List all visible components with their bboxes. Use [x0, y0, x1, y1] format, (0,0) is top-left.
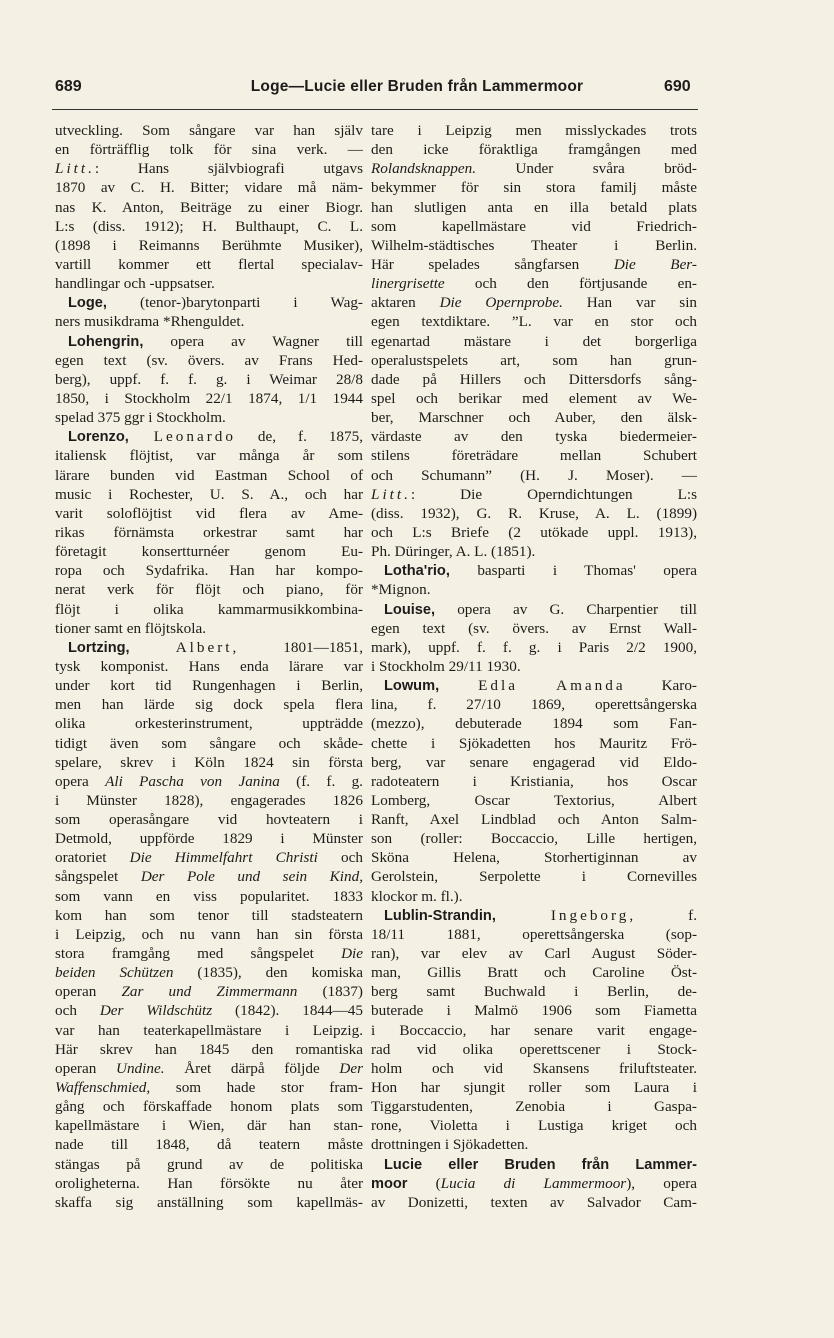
- text-segment: Albert,: [129, 638, 240, 656]
- text-segment: var han teaterkapellmästare i Leipzig.: [55, 1021, 363, 1039]
- text-segment: Edla Amanda: [439, 677, 626, 695]
- text-line: [55, 676, 363, 695]
- text-segment: kapellmästare i Wien, där han stan-: [55, 1117, 363, 1135]
- text-line: [371, 255, 697, 274]
- entry-headword: Lorenzo,: [68, 429, 129, 446]
- text-segment: egen textdiktare. ”L. var en stor och: [371, 313, 697, 331]
- text-line: [371, 140, 697, 159]
- text-line: [55, 1135, 363, 1154]
- entry-start-line: [371, 906, 697, 925]
- italic-title: Undine.: [116, 1059, 165, 1077]
- text-line: [55, 867, 363, 886]
- text-line: [371, 1040, 697, 1059]
- text-line: [55, 1040, 363, 1059]
- text-line: [55, 906, 363, 925]
- entry-headword: Lucie eller Bruden från Lammer-: [384, 1156, 697, 1173]
- text-segment: aktaren: [371, 294, 440, 312]
- text-segment: de, f. 1875,: [235, 428, 363, 446]
- text-line: [371, 1116, 697, 1135]
- entry-headword: moor: [371, 1175, 408, 1192]
- text-segment: berg samt Buchwald i Berlin, de-: [371, 983, 697, 1001]
- text-segment: spel och berikar med element av We-: [371, 389, 697, 407]
- text-segment: mark), uppf. f. f. g. i Paris 2/2 1900,: [371, 638, 697, 656]
- text-line: [371, 867, 697, 886]
- text-segment: L:s (diss. 1912); H. Bulthaupt, C. L.: [55, 217, 363, 235]
- text-segment: som hade stor fram-: [150, 1079, 363, 1097]
- text-line: [371, 466, 697, 485]
- text-line: [371, 542, 697, 561]
- text-segment: olika orkesterinstrument, uppträdde: [55, 715, 363, 733]
- text-segment: opera: [55, 772, 106, 790]
- text-line: [371, 982, 697, 1001]
- text-segment: företagit konsertturnéer genom Eu-: [55, 543, 363, 561]
- text-line: [371, 1001, 697, 1020]
- text-line: [55, 466, 363, 485]
- text-line: [55, 887, 363, 906]
- text-segment: lärare bunden vid Eastman School of: [55, 466, 363, 484]
- running-header-title: Loge—Lucie eller Bruden från Lammermoor: [250, 78, 584, 95]
- text-segment: rone, Violetta i Lustiga kriget och: [371, 1117, 697, 1135]
- text-line: [55, 217, 363, 236]
- text-line: [371, 1135, 697, 1154]
- text-segment: : Die Operndichtungen L:s: [410, 485, 697, 503]
- text-segment: men han lärde sig dock spela flera: [55, 696, 363, 714]
- text-segment: dade på Hillers och Dittersdorfs sång-: [371, 370, 697, 388]
- text-line: [371, 829, 697, 848]
- text-segment: egenartad mästare i det borgerliga: [371, 332, 697, 350]
- entry-start-line: [371, 1155, 697, 1174]
- text-line: [55, 791, 363, 810]
- left-column: [55, 121, 363, 1212]
- italic-title: Lucia di Lammermoor: [440, 1174, 627, 1192]
- italic-title: Ali Pascha von Janina: [105, 772, 280, 790]
- text-segment: operan: [55, 983, 122, 1001]
- entry-start-line: [55, 293, 363, 312]
- text-segment: Sköna Helena, Storhertiginnan av: [371, 849, 697, 867]
- text-line: [55, 714, 363, 733]
- text-line: [371, 1174, 697, 1193]
- text-line: [371, 963, 697, 982]
- italic-title: Der Wildschütz: [99, 1002, 213, 1020]
- italic-title: Der Pole und sein Kind,: [140, 868, 364, 886]
- text-segment: den icke föraktliga framgången med: [371, 141, 697, 159]
- text-segment: klockor m. fl.).: [371, 887, 463, 905]
- italic-title: Die: [341, 945, 363, 963]
- text-segment: varit soloflöjtist vid flera av Ame-: [55, 504, 363, 522]
- entry-start-line: [55, 427, 363, 446]
- text-segment: i Leipzig, och nu vann han sin första: [55, 925, 363, 943]
- text-segment: Året därpå följde: [164, 1059, 340, 1077]
- text-line: [55, 810, 363, 829]
- text-line: [55, 178, 363, 197]
- text-line: [371, 944, 697, 963]
- text-line: [55, 370, 363, 389]
- text-line: [371, 293, 697, 312]
- text-line: [55, 140, 363, 159]
- text-line: [371, 523, 697, 542]
- text-segment: berg, var senare engagerad vid Eldo-: [371, 753, 697, 771]
- text-line: [55, 600, 363, 619]
- text-segment: opera av G. Charpentier till: [435, 600, 697, 618]
- entry-start-line: [371, 676, 697, 695]
- text-line: [371, 198, 697, 217]
- text-segment: 1870 av C. H. Bitter; vidare må näm-: [55, 179, 363, 197]
- entry-start-line: [55, 638, 363, 657]
- text-line: [55, 925, 363, 944]
- text-line: [371, 312, 697, 331]
- text-line: [55, 963, 363, 982]
- text-line: [55, 255, 363, 274]
- text-line: [371, 791, 697, 810]
- text-segment: (f. f. g.: [279, 772, 363, 790]
- text-line: [55, 1193, 363, 1212]
- entry-headword: Lohengrin,: [68, 333, 144, 350]
- text-line: [55, 504, 363, 523]
- text-segment: handlingar och -uppsatser.: [55, 275, 215, 293]
- text-segment: gång och förskaffade honom plats som: [55, 1098, 363, 1116]
- text-segment: (tenor-)barytonparti i Wag-: [106, 294, 363, 312]
- text-segment: Gerolstein, Serpolette i Cornevilles: [371, 868, 697, 886]
- text-line: [371, 121, 697, 140]
- text-segment: Här spelades sångfarsen: [371, 255, 614, 273]
- text-segment: spelad 375 ggr i Stockholm.: [55, 409, 226, 427]
- italic-title: linergrisette: [371, 275, 445, 293]
- text-segment: Här skrev han 1845 den romantiska: [55, 1040, 363, 1058]
- text-segment: sångspelet: [55, 868, 141, 886]
- text-segment: (mezzo), debuterade 1894 som Fan-: [371, 715, 697, 733]
- text-line: [371, 1193, 697, 1212]
- text-segment: tidigt även som sångare och skåde-: [55, 734, 363, 752]
- text-segment: Detmold, uppförde 1829 i Münster: [55, 830, 363, 848]
- text-line: [371, 351, 697, 370]
- entry-headword: Lowum,: [384, 678, 440, 695]
- text-line: [371, 1059, 697, 1078]
- text-line: [55, 829, 363, 848]
- text-segment: och Schumann” (H. J. Moser). —: [371, 466, 697, 484]
- right-column: [371, 121, 697, 1212]
- text-segment: nerat verk för flöjt och piano, för: [55, 581, 363, 599]
- text-segment: Litt.: [55, 160, 95, 178]
- text-segment: kom han som tenor till stadsteatern: [55, 906, 363, 924]
- text-segment: ners musikdrama *Rhenguldet.: [55, 313, 245, 331]
- text-line: [55, 772, 363, 791]
- text-segment: Karo-: [625, 677, 697, 695]
- entry-start-line: [371, 561, 697, 580]
- text-segment: oroligheterna. Han försökte nu åter: [55, 1174, 363, 1192]
- text-line: [371, 657, 697, 676]
- text-segment: : Hans självbiografi utgavs: [94, 160, 363, 178]
- text-line: [371, 446, 697, 465]
- text-segment: man, Gillis Bratt och Caroline Öst-: [371, 964, 697, 982]
- text-segment: italiensk flöjtist, var många år som: [55, 447, 363, 465]
- text-line: [371, 695, 697, 714]
- italic-title: Die Ber-: [613, 255, 697, 273]
- text-segment: radoteatern i Kristiania, hos Oscar: [371, 772, 697, 790]
- text-segment: under kort tid Rungenhagen i Berlin,: [55, 677, 363, 695]
- text-line: [371, 619, 697, 638]
- text-line: [371, 427, 697, 446]
- text-line: [55, 408, 363, 427]
- text-segment: ), opera: [626, 1174, 697, 1192]
- text-line: [371, 580, 697, 599]
- text-segment: ropa och Sydafrika. Han har kompo-: [55, 562, 363, 580]
- text-segment: värdaste av den tyska biedermeier-: [371, 428, 697, 446]
- text-segment: Litt.: [371, 485, 411, 503]
- text-segment: i Münster 1828), engagerades 1826: [55, 791, 363, 809]
- text-line: [371, 714, 697, 733]
- text-segment: Han var sin: [562, 294, 698, 312]
- text-segment: operalustspelets art, som han grun-: [371, 351, 697, 369]
- text-segment: som operasångare vid hovteatern i: [55, 811, 363, 829]
- text-line: [371, 1097, 697, 1116]
- text-line: [371, 1078, 697, 1097]
- text-segment: ber, Marschner och Auber, den älsk-: [371, 409, 697, 427]
- text-segment: basparti i Thomas' opera: [449, 562, 697, 580]
- text-segment: 1801—1851,: [239, 638, 363, 656]
- text-segment: 18/11 1881, operettsångerska (sop-: [371, 925, 697, 943]
- text-segment: Hon har sjungit roller som Laura i: [371, 1079, 697, 1097]
- text-segment: egen text (sv. övers. av Ernst Wall-: [371, 619, 697, 637]
- text-line: [371, 408, 697, 427]
- text-line: [55, 1059, 363, 1078]
- text-segment: chette i Sjökadetten hos Mauritz Frö-: [371, 734, 697, 752]
- text-segment: Leonardo: [128, 428, 236, 446]
- entry-headword: Louise,: [384, 601, 436, 618]
- entry-headword: Lotha'rio,: [384, 563, 450, 580]
- text-segment: (1898 i Reimanns Berühmte Musiker),: [55, 236, 363, 254]
- text-segment: i Stockholm 29/11 1930.: [371, 657, 521, 675]
- text-line: [55, 389, 363, 408]
- page-number-right: 690: [664, 78, 691, 95]
- text-segment: och L:s Briefe (2 utökade uppl. 1913),: [371, 523, 697, 541]
- text-segment: drottningen i Sjökadetten.: [371, 1136, 529, 1154]
- text-line: [55, 523, 363, 542]
- text-line: [55, 236, 363, 255]
- text-segment: stängas på grund av de politiska: [55, 1155, 363, 1173]
- text-line: [371, 274, 697, 293]
- text-segment: lina, f. 27/10 1869, operettsångerska: [371, 696, 697, 714]
- italic-title: Zar und Zimmermann: [121, 983, 298, 1001]
- text-segment: holm och vid Skansens friluftsteater.: [371, 1059, 697, 1077]
- text-line: [55, 695, 363, 714]
- text-line: [371, 887, 697, 906]
- text-line: [371, 734, 697, 753]
- text-line: [55, 485, 363, 504]
- text-segment: berg), uppf. f. f. g. i Weimar 28/8: [55, 370, 363, 388]
- text-line: [55, 542, 363, 561]
- text-line: [55, 580, 363, 599]
- text-segment: stilens företrädare mellan Schubert: [371, 447, 697, 465]
- text-line: [55, 1078, 363, 1097]
- text-segment: ran), var elev av Carl August Söder-: [371, 945, 697, 963]
- text-segment: som vann en viss popularitet. 1833: [55, 887, 363, 905]
- text-segment: (1837): [297, 983, 363, 1001]
- text-line: [55, 351, 363, 370]
- text-segment: (diss. 1932), G. R. Kruse, A. L. (1899): [371, 504, 697, 522]
- text-segment: av Donizetti, texten av Salvador Cam-: [371, 1193, 697, 1211]
- text-segment: Ingeborg,: [495, 906, 637, 924]
- text-segment: skaffa sig anställning som kapellmäs-: [55, 1193, 363, 1211]
- text-line: [371, 332, 697, 351]
- text-segment: 1850, i Stockholm 22/1 1874, 1/1 1944: [55, 389, 363, 407]
- text-segment: Ph. Düringer, A. L. (1851).: [371, 543, 536, 561]
- text-segment: stora framgång med sångspelet: [55, 945, 342, 963]
- text-segment: och: [55, 1002, 100, 1020]
- text-line: [55, 734, 363, 753]
- text-line: [371, 178, 697, 197]
- text-segment: Ranft, Axel Lindblad och Anton Salm-: [371, 811, 697, 829]
- italic-title: Die Himmelfahrt Christi: [129, 849, 318, 867]
- text-segment: nade till 1848, då teatern måste: [55, 1136, 363, 1154]
- text-segment: egen text (sv. övers. av Frans Hed-: [55, 351, 363, 369]
- text-line: [55, 561, 363, 580]
- text-line: [371, 1021, 697, 1040]
- italic-title: Der: [339, 1059, 363, 1077]
- text-line: [371, 504, 697, 523]
- text-segment: bekymmer för sin stora familj måste: [371, 179, 697, 197]
- text-segment: Tiggarstudenten, Zenobia i Gaspa-: [371, 1098, 697, 1116]
- text-line: [55, 198, 363, 217]
- text-segment: Under svåra bröd-: [476, 160, 697, 178]
- text-line: [55, 982, 363, 1001]
- text-line: [55, 753, 363, 772]
- text-line: [55, 274, 363, 293]
- text-segment: som kapellmästare vid Friedrich-: [371, 217, 697, 235]
- text-segment: *Mignon.: [371, 581, 431, 599]
- text-line: [371, 236, 697, 255]
- entry-headword: Lortzing,: [68, 639, 130, 656]
- text-segment: nas K. Anton, Beiträge zu einer Biogr.: [55, 198, 363, 216]
- entry-headword: Loge,: [68, 295, 107, 312]
- text-segment: i Boccaccio, har senare varit engage-: [371, 1021, 697, 1039]
- header-rule: [52, 109, 698, 110]
- text-segment: tare i Leipzig men misslyckades trots: [371, 122, 697, 139]
- text-segment: utveckling. Som sångare var han själv: [55, 122, 363, 139]
- text-segment: och: [317, 849, 363, 867]
- text-segment: (: [407, 1174, 441, 1192]
- text-segment: (1842). 1844—45: [212, 1002, 363, 1020]
- text-line: [371, 638, 697, 657]
- text-line: [55, 1021, 363, 1040]
- text-segment: flöjt i olika kammarmusikkombina-: [55, 600, 363, 618]
- text-segment: tysk komponist. Hans enda lärare var: [55, 657, 363, 675]
- text-line: [55, 848, 363, 867]
- text-segment: buterade i Malmö 1906 som Fiametta: [371, 1002, 697, 1020]
- text-line: [371, 925, 697, 944]
- text-line: [55, 657, 363, 676]
- text-line: [55, 1116, 363, 1135]
- text-line: [55, 619, 363, 638]
- text-segment: och den förtjusande en-: [444, 275, 697, 293]
- text-segment: en förträfflig tolk för sina verk. —: [55, 141, 363, 159]
- text-segment: rikas förnämsta orkestrar samt har: [55, 523, 363, 541]
- italic-title: Rolandsknappen.: [371, 160, 477, 178]
- text-line: [55, 944, 363, 963]
- text-line: [55, 1174, 363, 1193]
- text-segment: music i Rochester, U. S. A., och har: [55, 485, 363, 503]
- italic-title: Die Opernprobe.: [439, 294, 563, 312]
- text-segment: rad vid olika operettscener i Stock-: [371, 1040, 697, 1058]
- text-line: [371, 370, 697, 389]
- text-line: [55, 159, 363, 178]
- text-segment: vartill kommer ett flertal specialav-: [55, 255, 363, 273]
- text-segment: f.: [636, 906, 697, 924]
- text-line: [55, 1155, 363, 1174]
- text-segment: tioner samt en flöjtskola.: [55, 619, 206, 637]
- text-line: [371, 772, 697, 791]
- text-line: [55, 1001, 363, 1020]
- page-number-left: 689: [55, 78, 82, 95]
- text-segment: (1835), den komiska: [173, 964, 363, 982]
- text-segment: han slutligen anta en illa betald plats: [371, 198, 697, 216]
- text-line: [55, 121, 363, 140]
- text-line: [371, 848, 697, 867]
- text-line: [371, 485, 697, 504]
- text-segment: spelare, skrev i Köln 1824 sin första: [55, 753, 363, 771]
- text-line: [371, 389, 697, 408]
- text-line: [371, 753, 697, 772]
- italic-title: beiden Schützen: [55, 964, 174, 982]
- italic-title: Waffenschmied,: [55, 1079, 151, 1097]
- text-line: [371, 217, 697, 236]
- text-segment: operan: [55, 1059, 116, 1077]
- text-line: [371, 810, 697, 829]
- text-line: [55, 1097, 363, 1116]
- text-segment: opera av Wagner till: [143, 332, 363, 350]
- entry-start-line: [371, 600, 697, 619]
- text-segment: son (roller: Boccaccio, Lille hertigen,: [371, 830, 697, 848]
- text-line: [55, 312, 363, 331]
- entry-headword: Lublin-Strandin,: [384, 907, 496, 924]
- entry-start-line: [55, 332, 363, 351]
- text-segment: Lomberg, Oscar Textorius, Albert: [371, 791, 697, 809]
- text-segment: oratoriet: [55, 849, 130, 867]
- text-line: [371, 159, 697, 178]
- text-segment: Wilhelm-städtisches Theater i Berlin.: [371, 236, 697, 254]
- text-line: [55, 446, 363, 465]
